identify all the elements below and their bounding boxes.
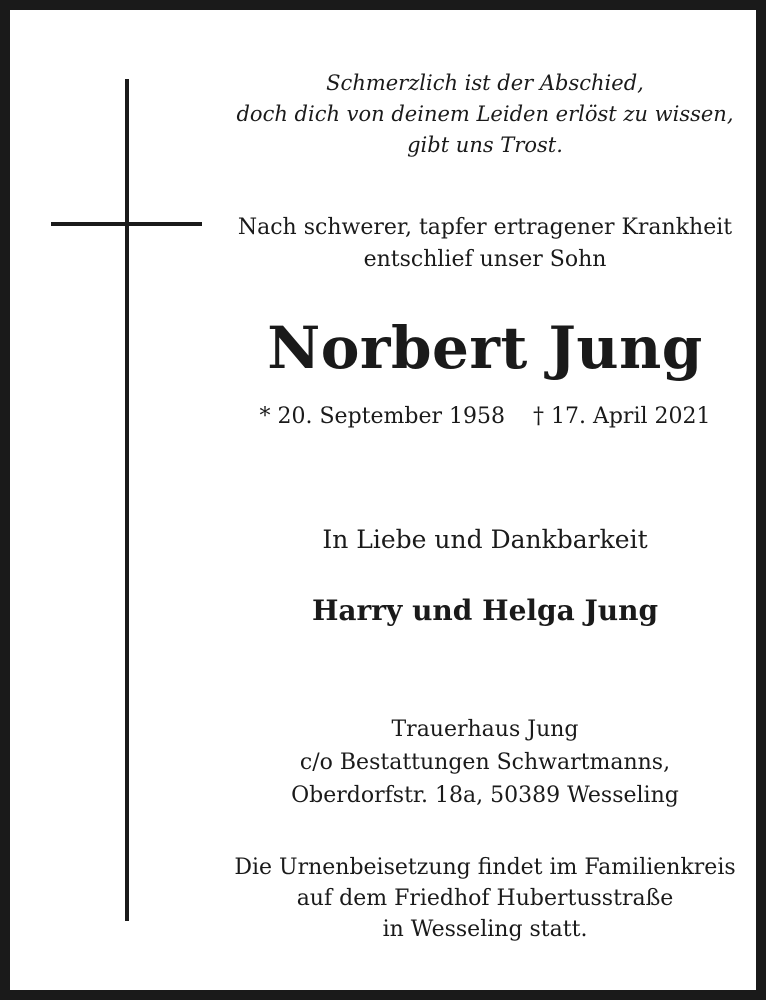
verse-line-3: gibt uns Trost. — [407, 133, 563, 157]
cross-icon-horizontal-bar — [51, 222, 202, 226]
announcement-line-1: Nach schwerer, tapfer ertragener Krankheit — [237, 215, 733, 240]
dedication-text: In Liebe und Dankbarkeit — [322, 525, 648, 554]
death-date: † 17. April 2021 — [532, 404, 711, 429]
memorial-verse — [220, 68, 750, 161]
death-announcement — [220, 212, 750, 276]
burial-line-3: in Wesseling statt. — [382, 917, 588, 942]
deceased-name: Norbert Jung — [267, 314, 703, 382]
mourners-names: Harry und Helga Jung — [311, 594, 659, 627]
address-line-3: Oberdorfstr. 18a, 50389 Wesseling — [291, 783, 679, 808]
address-line-1: Trauerhaus Jung — [391, 717, 579, 742]
burial-notice — [220, 852, 750, 945]
verse-line-2: doch dich von deinem Leiden erlöst zu wissen, — [236, 102, 734, 126]
announcement-line-2: entschlief unser Sohn — [363, 247, 607, 272]
cross-icon-vertical-bar — [125, 79, 129, 921]
life-dates — [220, 400, 750, 434]
mourning-address — [220, 713, 750, 812]
verse-line-1: Schmerzlich ist der Abschied, — [326, 71, 644, 95]
burial-line-2: auf dem Friedhof Hubertusstraße — [296, 886, 674, 911]
birth-date: * 20. September 1958 — [259, 404, 505, 429]
address-line-2: c/o Bestattungen Schwartmanns, — [299, 750, 671, 775]
burial-line-1: Die Urnenbeisetzung findet im Familienkreis — [234, 855, 736, 880]
